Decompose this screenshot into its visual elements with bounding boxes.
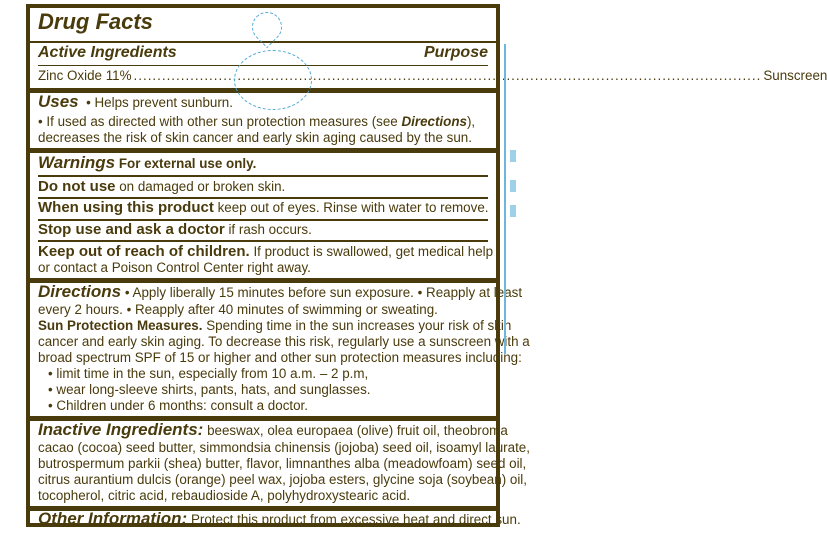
spm-line [38, 318, 512, 334]
edge-strip [504, 44, 516, 354]
warnings-heading: Warnings [38, 153, 116, 172]
directions-heading: Directions [38, 282, 122, 301]
inactive-line-1 [38, 420, 508, 439]
other-info-text: Protect this product from excessive heat and direct sun. [190, 512, 521, 527]
inactive-heading: Inactive Ingredients: [38, 420, 204, 439]
do-not-use-row [38, 179, 488, 195]
warnings-row [38, 155, 488, 172]
directions-line-1 [38, 282, 523, 301]
when-using-row [38, 200, 488, 216]
uses-line-2: • If used as directed with other sun protection measures (see Directions), [38, 114, 476, 129]
other-info-row [38, 509, 521, 528]
divider [38, 240, 488, 242]
uses-heading: Uses [38, 92, 79, 111]
spm-text-1: Spending time in the sun increases your risk of skin [206, 318, 512, 333]
directions-text-2: every 2 hours. • Reapply after 40 minutes of swimming or sweating. [38, 302, 438, 317]
divider [38, 175, 488, 177]
inactive-text-2: cacao (cocoa) seed butter, simmondsia chinensis (jojoba) seed oil, isoamyl laurate, [38, 440, 530, 455]
directions-bullet-3: • Children under 6 months: consult a doctor. [48, 398, 308, 413]
edge-mark [510, 180, 516, 192]
uses-text-2a: If used as directed with other sun protection measures (see [46, 114, 402, 129]
other-info-heading: Other Information: [38, 509, 188, 528]
leader-dots: ..................................................................................................................................... [133, 68, 762, 83]
uses-line-1: Uses • Helps prevent sunburn. [38, 92, 233, 111]
edge-mark [510, 205, 516, 217]
purpose-heading: Purpose [423, 44, 488, 61]
stop-use-label: Stop use and ask a doctor [38, 221, 225, 238]
directions-bullet-2: • wear long-sleeve shirts, pants, hats, and sunglasses. [48, 382, 371, 397]
directions-bullet-1: • limit time in the sun, especially from 10 a.m. – 2 p.m, [48, 366, 369, 381]
uses-text-1: Helps prevent sunburn. [94, 95, 233, 110]
active-ingredient-name: Zinc Oxide 11% [38, 68, 132, 83]
inactive-text-1: beeswax, olea europaea (olive) fruit oil, theobroma [207, 423, 508, 438]
do-not-use-text: on damaged or broken skin. [119, 179, 286, 194]
uses-text-3: decreases the risk of skin cancer and early skin aging caused by the sun. [38, 130, 472, 145]
when-using-text: keep out of eyes. Rinse with water to remove. [217, 200, 489, 215]
drug-facts-title: Drug Facts [38, 9, 153, 34]
stop-use-text: if rash occurs. [228, 222, 312, 237]
directions-text-1: • Apply liberally 15 minutes before sun exposure. • Reapply at least [124, 285, 523, 300]
active-ingredient-purpose: Sunscreen [763, 68, 827, 83]
inactive-text-4: citrus aurantium dulcis (orange) peel wax, jojoba esters, glycine soja (soybean) oil, [38, 472, 527, 487]
warnings-subheading: For external use only. [118, 156, 257, 171]
keep-out-row [38, 243, 494, 260]
spm-text-3: broad spectrum SPF of 15 or higher and other sun protection measures including: [38, 350, 522, 365]
uses-directions-ref: Directions [401, 114, 467, 129]
keep-out-text-2: or contact a Poison Control Center right away. [38, 260, 311, 275]
keep-out-text-1: If product is swallowed, get medical help [253, 244, 494, 259]
spm-text-2: cancer and early skin aging. To decrease this risk, regularly use a sunscreen with a [38, 334, 530, 349]
uses-text-2b: ), [466, 114, 476, 129]
inactive-text-3: butrospermum parkii (shea) butter, flavor, limnanthes alba (meadowfoam) seed oil, [38, 456, 527, 471]
do-not-use-label: Do not use [38, 178, 116, 195]
stop-use-row [38, 222, 488, 238]
active-ingredients-heading: Active Ingredients [38, 44, 177, 61]
edge-mark [510, 150, 516, 162]
dieline-guide [234, 50, 312, 110]
inactive-text-5: tocopherol, citric acid, rebaudioside A, polyhydroxystearic acid. [38, 488, 411, 503]
spm-label: Sun Protection Measures. [38, 318, 203, 333]
keep-out-label: Keep out of reach of children. [38, 243, 250, 260]
when-using-label: When using this product [38, 199, 214, 216]
